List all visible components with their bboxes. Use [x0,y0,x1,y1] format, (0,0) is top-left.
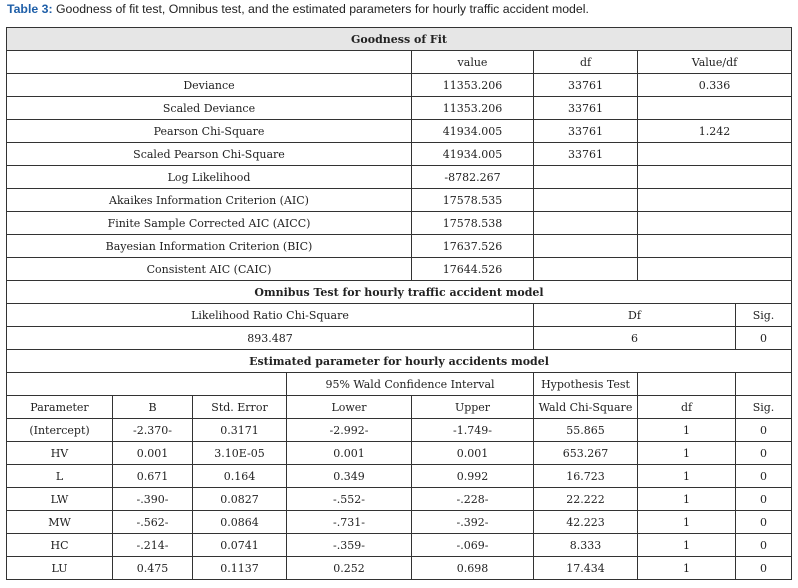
params-cell-sig: 0 [736,534,792,557]
omnibus-header-lr: Likelihood Ratio Chi-Square [7,304,534,327]
gof-title: Goodness of Fit [7,28,792,51]
gof-stat-df: 33761 [534,143,638,166]
params-group-blank [7,373,287,396]
params-group-test: Hypothesis Test [534,373,638,396]
params-cell-sig: 0 [736,419,792,442]
params-row [7,488,792,511]
params-cell-parameter: HV [7,442,113,465]
params-cell-wald: 8.333 [534,534,638,557]
gof-stat-value: 17578.538 [412,212,534,235]
params-header-upper: Upper [412,396,534,419]
params-cell-b: 0.001 [113,442,193,465]
params-cell-se: 0.0864 [193,511,287,534]
gof-stat-ratio [638,258,792,281]
params-cell-upper: -.392- [412,511,534,534]
gof-stat-name: Deviance [7,74,412,97]
gof-stat-df: 33761 [534,74,638,97]
omnibus-title-row [7,281,792,304]
gof-stat-value: 41934.005 [412,143,534,166]
params-cell-upper: 0.698 [412,557,534,580]
gof-stat-value: -8782.267 [412,166,534,189]
params-cell-sig: 0 [736,465,792,488]
params-cell-b: -.562- [113,511,193,534]
params-cell-upper: -1.749- [412,419,534,442]
omnibus-value-lr: 893.487 [7,327,534,350]
gof-row [7,189,792,212]
params-cell-sig: 0 [736,557,792,580]
params-cell-b: -.390- [113,488,193,511]
params-cell-b: -.214- [113,534,193,557]
params-cell-b: -2.370- [113,419,193,442]
gof-row [7,166,792,189]
params-cell-b: 0.671 [113,465,193,488]
params-cell-parameter: MW [7,511,113,534]
params-group-ci: 95% Wald Confidence Interval [287,373,534,396]
params-cell-lower: -.552- [287,488,412,511]
params-cell-parameter: LW [7,488,113,511]
gof-title-row [7,28,792,51]
params-row [7,442,792,465]
gof-stat-name: Akaikes Information Criterion (AIC) [7,189,412,212]
gof-stat-value: 11353.206 [412,97,534,120]
gof-row [7,143,792,166]
params-cell-lower: 0.349 [287,465,412,488]
params-row [7,557,792,580]
params-cell-df: 1 [638,511,736,534]
params-cell-se: 0.0827 [193,488,287,511]
omnibus-value-df: 6 [534,327,736,350]
params-group-blank-sig [736,373,792,396]
gof-stat-name: Pearson Chi-Square [7,120,412,143]
params-cell-parameter: L [7,465,113,488]
params-header-df: df [638,396,736,419]
omnibus-values-row [7,327,792,350]
gof-stat-name: Scaled Pearson Chi-Square [7,143,412,166]
params-cell-parameter: HC [7,534,113,557]
params-cell-upper: -.228- [412,488,534,511]
params-cell-wald: 42.223 [534,511,638,534]
omnibus-title: Omnibus Test for hourly traffic accident model [7,281,792,304]
params-cell-sig: 0 [736,511,792,534]
gof-stat-ratio: 0.336 [638,74,792,97]
gof-stat-df [534,212,638,235]
params-cell-wald: 55.865 [534,419,638,442]
gof-stat-name: Consistent AIC (CAIC) [7,258,412,281]
params-cell-se: 3.10E-05 [193,442,287,465]
params-cell-upper: 0.001 [412,442,534,465]
gof-stat-ratio: 1.242 [638,120,792,143]
params-cell-lower: -2.992- [287,419,412,442]
params-cell-upper: -.069- [412,534,534,557]
params-header-wald: Wald Chi-Square [534,396,638,419]
gof-stat-name: Scaled Deviance [7,97,412,120]
params-title: Estimated parameter for hourly accidents model [7,350,792,373]
params-header-b: B [113,396,193,419]
params-cell-sig: 0 [736,442,792,465]
params-cell-df: 1 [638,442,736,465]
params-cell-df: 1 [638,557,736,580]
params-row [7,465,792,488]
gof-row [7,120,792,143]
gof-stat-ratio [638,166,792,189]
params-cell-upper: 0.992 [412,465,534,488]
gof-row [7,258,792,281]
gof-stat-value: 11353.206 [412,74,534,97]
params-row [7,534,792,557]
omnibus-header-sig: Sig. [736,304,792,327]
params-cell-parameter: (Intercept) [7,419,113,442]
params-cell-wald: 16.723 [534,465,638,488]
params-row [7,511,792,534]
gof-stat-df [534,235,638,258]
gof-stat-value: 17644.526 [412,258,534,281]
gof-stat-name: Log Likelihood [7,166,412,189]
params-header-parameter: Parameter [7,396,113,419]
gof-stat-name: Bayesian Information Criterion (BIC) [7,235,412,258]
omnibus-header-df: Df [534,304,736,327]
params-header-lower: Lower [287,396,412,419]
gof-stat-value: 17637.526 [412,235,534,258]
gof-header-df: df [534,51,638,74]
omnibus-value-sig: 0 [736,327,792,350]
gof-stat-ratio [638,97,792,120]
params-cell-df: 1 [638,488,736,511]
gof-row [7,97,792,120]
gof-stat-ratio [638,143,792,166]
params-cell-wald: 653.267 [534,442,638,465]
gof-stat-value: 17578.535 [412,189,534,212]
gof-row [7,235,792,258]
gof-header-row [7,51,792,74]
gof-stat-ratio [638,212,792,235]
caption-text: Goodness of fit test, Omnibus test, and the estimated parameters for hourly traffic accident model. [52,2,589,16]
params-cell-df: 1 [638,534,736,557]
gof-row [7,74,792,97]
params-cell-wald: 17.434 [534,557,638,580]
params-cell-b: 0.475 [113,557,193,580]
gof-stat-ratio [638,235,792,258]
params-cell-lower: -.731- [287,511,412,534]
params-cell-se: 0.0741 [193,534,287,557]
gof-stat-name: Finite Sample Corrected AIC (AICC) [7,212,412,235]
params-cell-wald: 22.222 [534,488,638,511]
params-header-sig: Sig. [736,396,792,419]
gof-row [7,212,792,235]
results-table [6,27,792,580]
params-cell-parameter: LU [7,557,113,580]
gof-stat-df [534,258,638,281]
gof-stat-df: 33761 [534,97,638,120]
params-cell-lower: 0.001 [287,442,412,465]
params-cell-se: 0.3171 [193,419,287,442]
gof-stat-ratio [638,189,792,212]
caption-label: Table 3: [7,2,53,16]
params-cell-lower: -.359- [287,534,412,557]
params-group-blank-df [638,373,736,396]
params-header-se: Std. Error [193,396,287,419]
gof-stat-df [534,166,638,189]
gof-header-ratio: Value/df [638,51,792,74]
params-group-row [7,373,792,396]
params-row [7,419,792,442]
gof-stat-df [534,189,638,212]
gof-header-value: value [412,51,534,74]
params-header-row [7,396,792,419]
params-cell-se: 0.1137 [193,557,287,580]
params-cell-sig: 0 [736,488,792,511]
params-cell-se: 0.164 [193,465,287,488]
table-caption [7,2,792,16]
params-cell-df: 1 [638,465,736,488]
gof-header-blank [7,51,412,74]
params-title-row [7,350,792,373]
params-cell-df: 1 [638,419,736,442]
gof-stat-value: 41934.005 [412,120,534,143]
gof-stat-df: 33761 [534,120,638,143]
params-cell-lower: 0.252 [287,557,412,580]
omnibus-header-row [7,304,792,327]
